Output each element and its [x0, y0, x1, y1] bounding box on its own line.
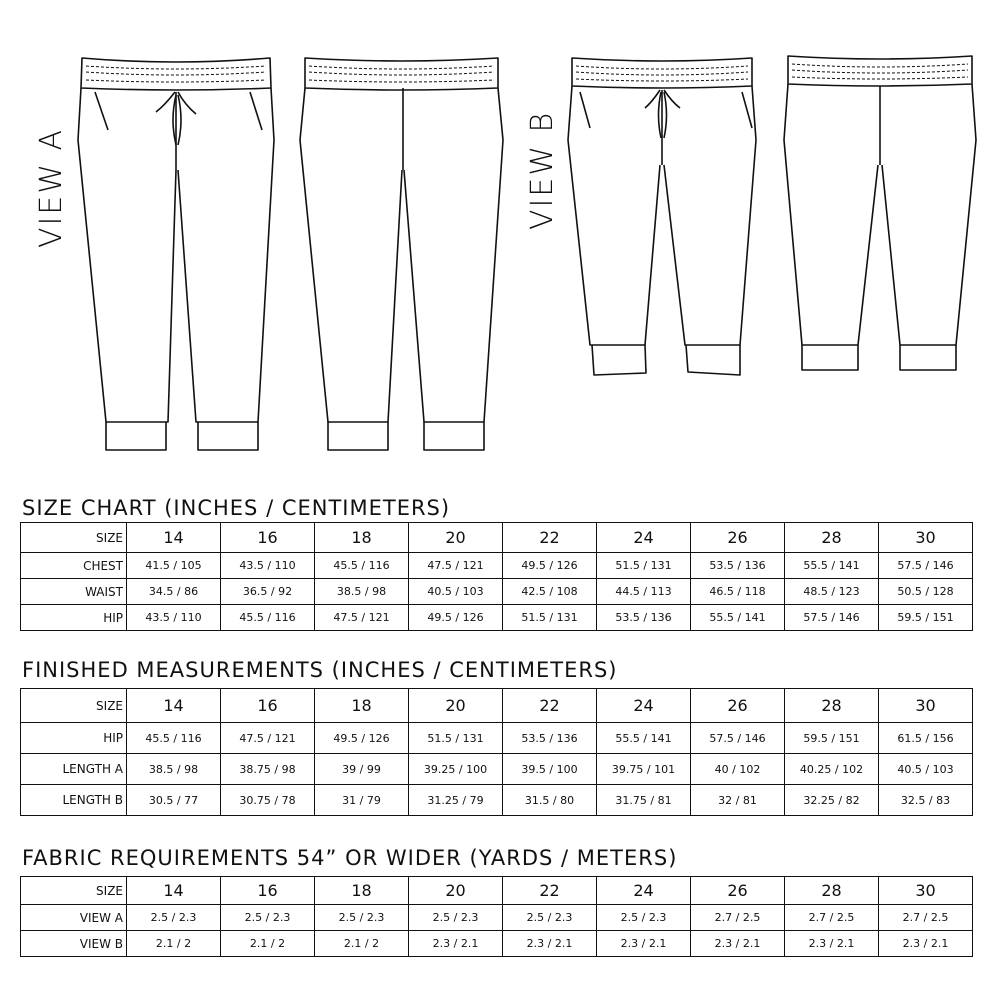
- table-cell: 24: [597, 689, 691, 723]
- table-cell: 31 / 79: [315, 785, 409, 816]
- table-cell: 55.5 / 141: [785, 553, 879, 579]
- table-row: [21, 905, 973, 931]
- table-row: [21, 754, 973, 785]
- row-label: HIP: [21, 605, 127, 631]
- table-cell: 14: [127, 523, 221, 553]
- table-cell: 22: [503, 523, 597, 553]
- row-label: CHEST: [21, 553, 127, 579]
- view-a-label: VIEW A: [34, 127, 69, 248]
- table-cell: 50.5 / 128: [879, 579, 973, 605]
- view-a-back-drawing: [300, 58, 503, 450]
- size-chart-table: [20, 522, 973, 631]
- row-label: WAIST: [21, 579, 127, 605]
- table-cell: 2.5 / 2.3: [315, 905, 409, 931]
- table-row: [21, 931, 973, 957]
- table-cell: 48.5 / 123: [785, 579, 879, 605]
- table-cell: 59.5 / 151: [879, 605, 973, 631]
- view-b-back-drawing: [784, 56, 976, 370]
- table-cell: 2.3 / 2.1: [503, 931, 597, 957]
- table-cell: 2.7 / 2.5: [879, 905, 973, 931]
- table-cell: 28: [785, 877, 879, 905]
- table-cell: 26: [691, 689, 785, 723]
- row-label: LENGTH A: [21, 754, 127, 785]
- table-cell: 22: [503, 877, 597, 905]
- table-cell: 2.1 / 2: [127, 931, 221, 957]
- table-row: [21, 553, 973, 579]
- view-b-label: VIEW B: [525, 110, 560, 230]
- table-cell: 30: [879, 877, 973, 905]
- table-cell: 32.25 / 82: [785, 785, 879, 816]
- table-cell: 46.5 / 118: [691, 579, 785, 605]
- view-b-front-drawing: [568, 58, 756, 375]
- table-cell: 38.5 / 98: [315, 579, 409, 605]
- table-cell: 51.5 / 131: [597, 553, 691, 579]
- table-cell: 34.5 / 86: [127, 579, 221, 605]
- table-cell: 16: [221, 689, 315, 723]
- size-chart-title: SIZE CHART (INCHES / CENTIMETERS): [22, 496, 451, 520]
- table-cell: 39.25 / 100: [409, 754, 503, 785]
- table-cell: 20: [409, 689, 503, 723]
- table-cell: 2.5 / 2.3: [409, 905, 503, 931]
- table-cell: 2.5 / 2.3: [597, 905, 691, 931]
- row-label: VIEW A: [21, 905, 127, 931]
- table-cell: 16: [221, 877, 315, 905]
- table-cell: 20: [409, 877, 503, 905]
- row-label: SIZE: [21, 689, 127, 723]
- table-cell: 53.5 / 136: [503, 723, 597, 754]
- table-cell: 59.5 / 151: [785, 723, 879, 754]
- table-cell: 49.5 / 126: [503, 553, 597, 579]
- table-cell: 55.5 / 141: [597, 723, 691, 754]
- table-cell: 32 / 81: [691, 785, 785, 816]
- table-cell: 20: [409, 523, 503, 553]
- table-cell: 2.7 / 2.5: [691, 905, 785, 931]
- table-cell: 2.3 / 2.1: [597, 931, 691, 957]
- fabric-requirements-title: FABRIC REQUIREMENTS 54” OR WIDER (YARDS / METERS): [22, 846, 678, 870]
- table-cell: 57.5 / 146: [691, 723, 785, 754]
- table-row: [21, 579, 973, 605]
- table-cell: 2.5 / 2.3: [221, 905, 315, 931]
- table-cell: 28: [785, 523, 879, 553]
- table-cell: 2.1 / 2: [221, 931, 315, 957]
- table-cell: 2.3 / 2.1: [691, 931, 785, 957]
- table-cell: 24: [597, 877, 691, 905]
- table-cell: 45.5 / 116: [221, 605, 315, 631]
- table-cell: 26: [691, 877, 785, 905]
- table-cell: 30: [879, 523, 973, 553]
- table-cell: 57.5 / 146: [785, 605, 879, 631]
- row-label: SIZE: [21, 523, 127, 553]
- table-cell: 14: [127, 877, 221, 905]
- table-row: [21, 723, 973, 754]
- table-cell: 31.75 / 81: [597, 785, 691, 816]
- row-label: LENGTH B: [21, 785, 127, 816]
- row-label: HIP: [21, 723, 127, 754]
- table-cell: 30: [879, 689, 973, 723]
- table-row: [21, 785, 973, 816]
- table-row: [21, 523, 973, 553]
- table-cell: 38.5 / 98: [127, 754, 221, 785]
- table-cell: 2.1 / 2: [315, 931, 409, 957]
- table-cell: 43.5 / 110: [127, 605, 221, 631]
- table-cell: 41.5 / 105: [127, 553, 221, 579]
- table-cell: 40.5 / 103: [409, 579, 503, 605]
- table-cell: 38.75 / 98: [221, 754, 315, 785]
- table-cell: 53.5 / 136: [691, 553, 785, 579]
- table-cell: 39.75 / 101: [597, 754, 691, 785]
- pants-illustrations: [0, 0, 993, 480]
- table-cell: 42.5 / 108: [503, 579, 597, 605]
- table-cell: 44.5 / 113: [597, 579, 691, 605]
- table-cell: 18: [315, 877, 409, 905]
- table-cell: 22: [503, 689, 597, 723]
- table-cell: 2.5 / 2.3: [503, 905, 597, 931]
- table-cell: 53.5 / 136: [597, 605, 691, 631]
- table-cell: 61.5 / 156: [879, 723, 973, 754]
- table-cell: 36.5 / 92: [221, 579, 315, 605]
- table-cell: 14: [127, 689, 221, 723]
- table-cell: 39 / 99: [315, 754, 409, 785]
- table-cell: 40 / 102: [691, 754, 785, 785]
- table-cell: 24: [597, 523, 691, 553]
- fabric-requirements-table: [20, 876, 973, 957]
- table-cell: 18: [315, 523, 409, 553]
- table-cell: 28: [785, 689, 879, 723]
- table-cell: 49.5 / 126: [409, 605, 503, 631]
- table-cell: 49.5 / 126: [315, 723, 409, 754]
- table-cell: 51.5 / 131: [503, 605, 597, 631]
- table-cell: 47.5 / 121: [409, 553, 503, 579]
- table-cell: 16: [221, 523, 315, 553]
- finished-measurements-title: FINISHED MEASUREMENTS (INCHES / CENTIMETERS): [22, 658, 618, 682]
- finished-measurements-table: [20, 688, 973, 816]
- table-cell: 40.5 / 103: [879, 754, 973, 785]
- table-cell: 2.5 / 2.3: [127, 905, 221, 931]
- table-cell: 2.3 / 2.1: [879, 931, 973, 957]
- table-cell: 39.5 / 100: [503, 754, 597, 785]
- table-row: [21, 689, 973, 723]
- row-label: SIZE: [21, 877, 127, 905]
- table-cell: 45.5 / 116: [315, 553, 409, 579]
- table-cell: 51.5 / 131: [409, 723, 503, 754]
- table-cell: 47.5 / 121: [315, 605, 409, 631]
- table-cell: 2.3 / 2.1: [785, 931, 879, 957]
- table-cell: 55.5 / 141: [691, 605, 785, 631]
- table-cell: 26: [691, 523, 785, 553]
- table-cell: 30.75 / 78: [221, 785, 315, 816]
- table-row: [21, 877, 973, 905]
- table-cell: 45.5 / 116: [127, 723, 221, 754]
- table-cell: 57.5 / 146: [879, 553, 973, 579]
- table-cell: 32.5 / 83: [879, 785, 973, 816]
- table-row: [21, 605, 973, 631]
- table-cell: 18: [315, 689, 409, 723]
- table-cell: 31.25 / 79: [409, 785, 503, 816]
- table-cell: 31.5 / 80: [503, 785, 597, 816]
- view-a-front-drawing: [78, 58, 274, 450]
- table-cell: 43.5 / 110: [221, 553, 315, 579]
- table-cell: 2.7 / 2.5: [785, 905, 879, 931]
- table-cell: 2.3 / 2.1: [409, 931, 503, 957]
- table-cell: 47.5 / 121: [221, 723, 315, 754]
- table-cell: 40.25 / 102: [785, 754, 879, 785]
- table-cell: 30.5 / 77: [127, 785, 221, 816]
- row-label: VIEW B: [21, 931, 127, 957]
